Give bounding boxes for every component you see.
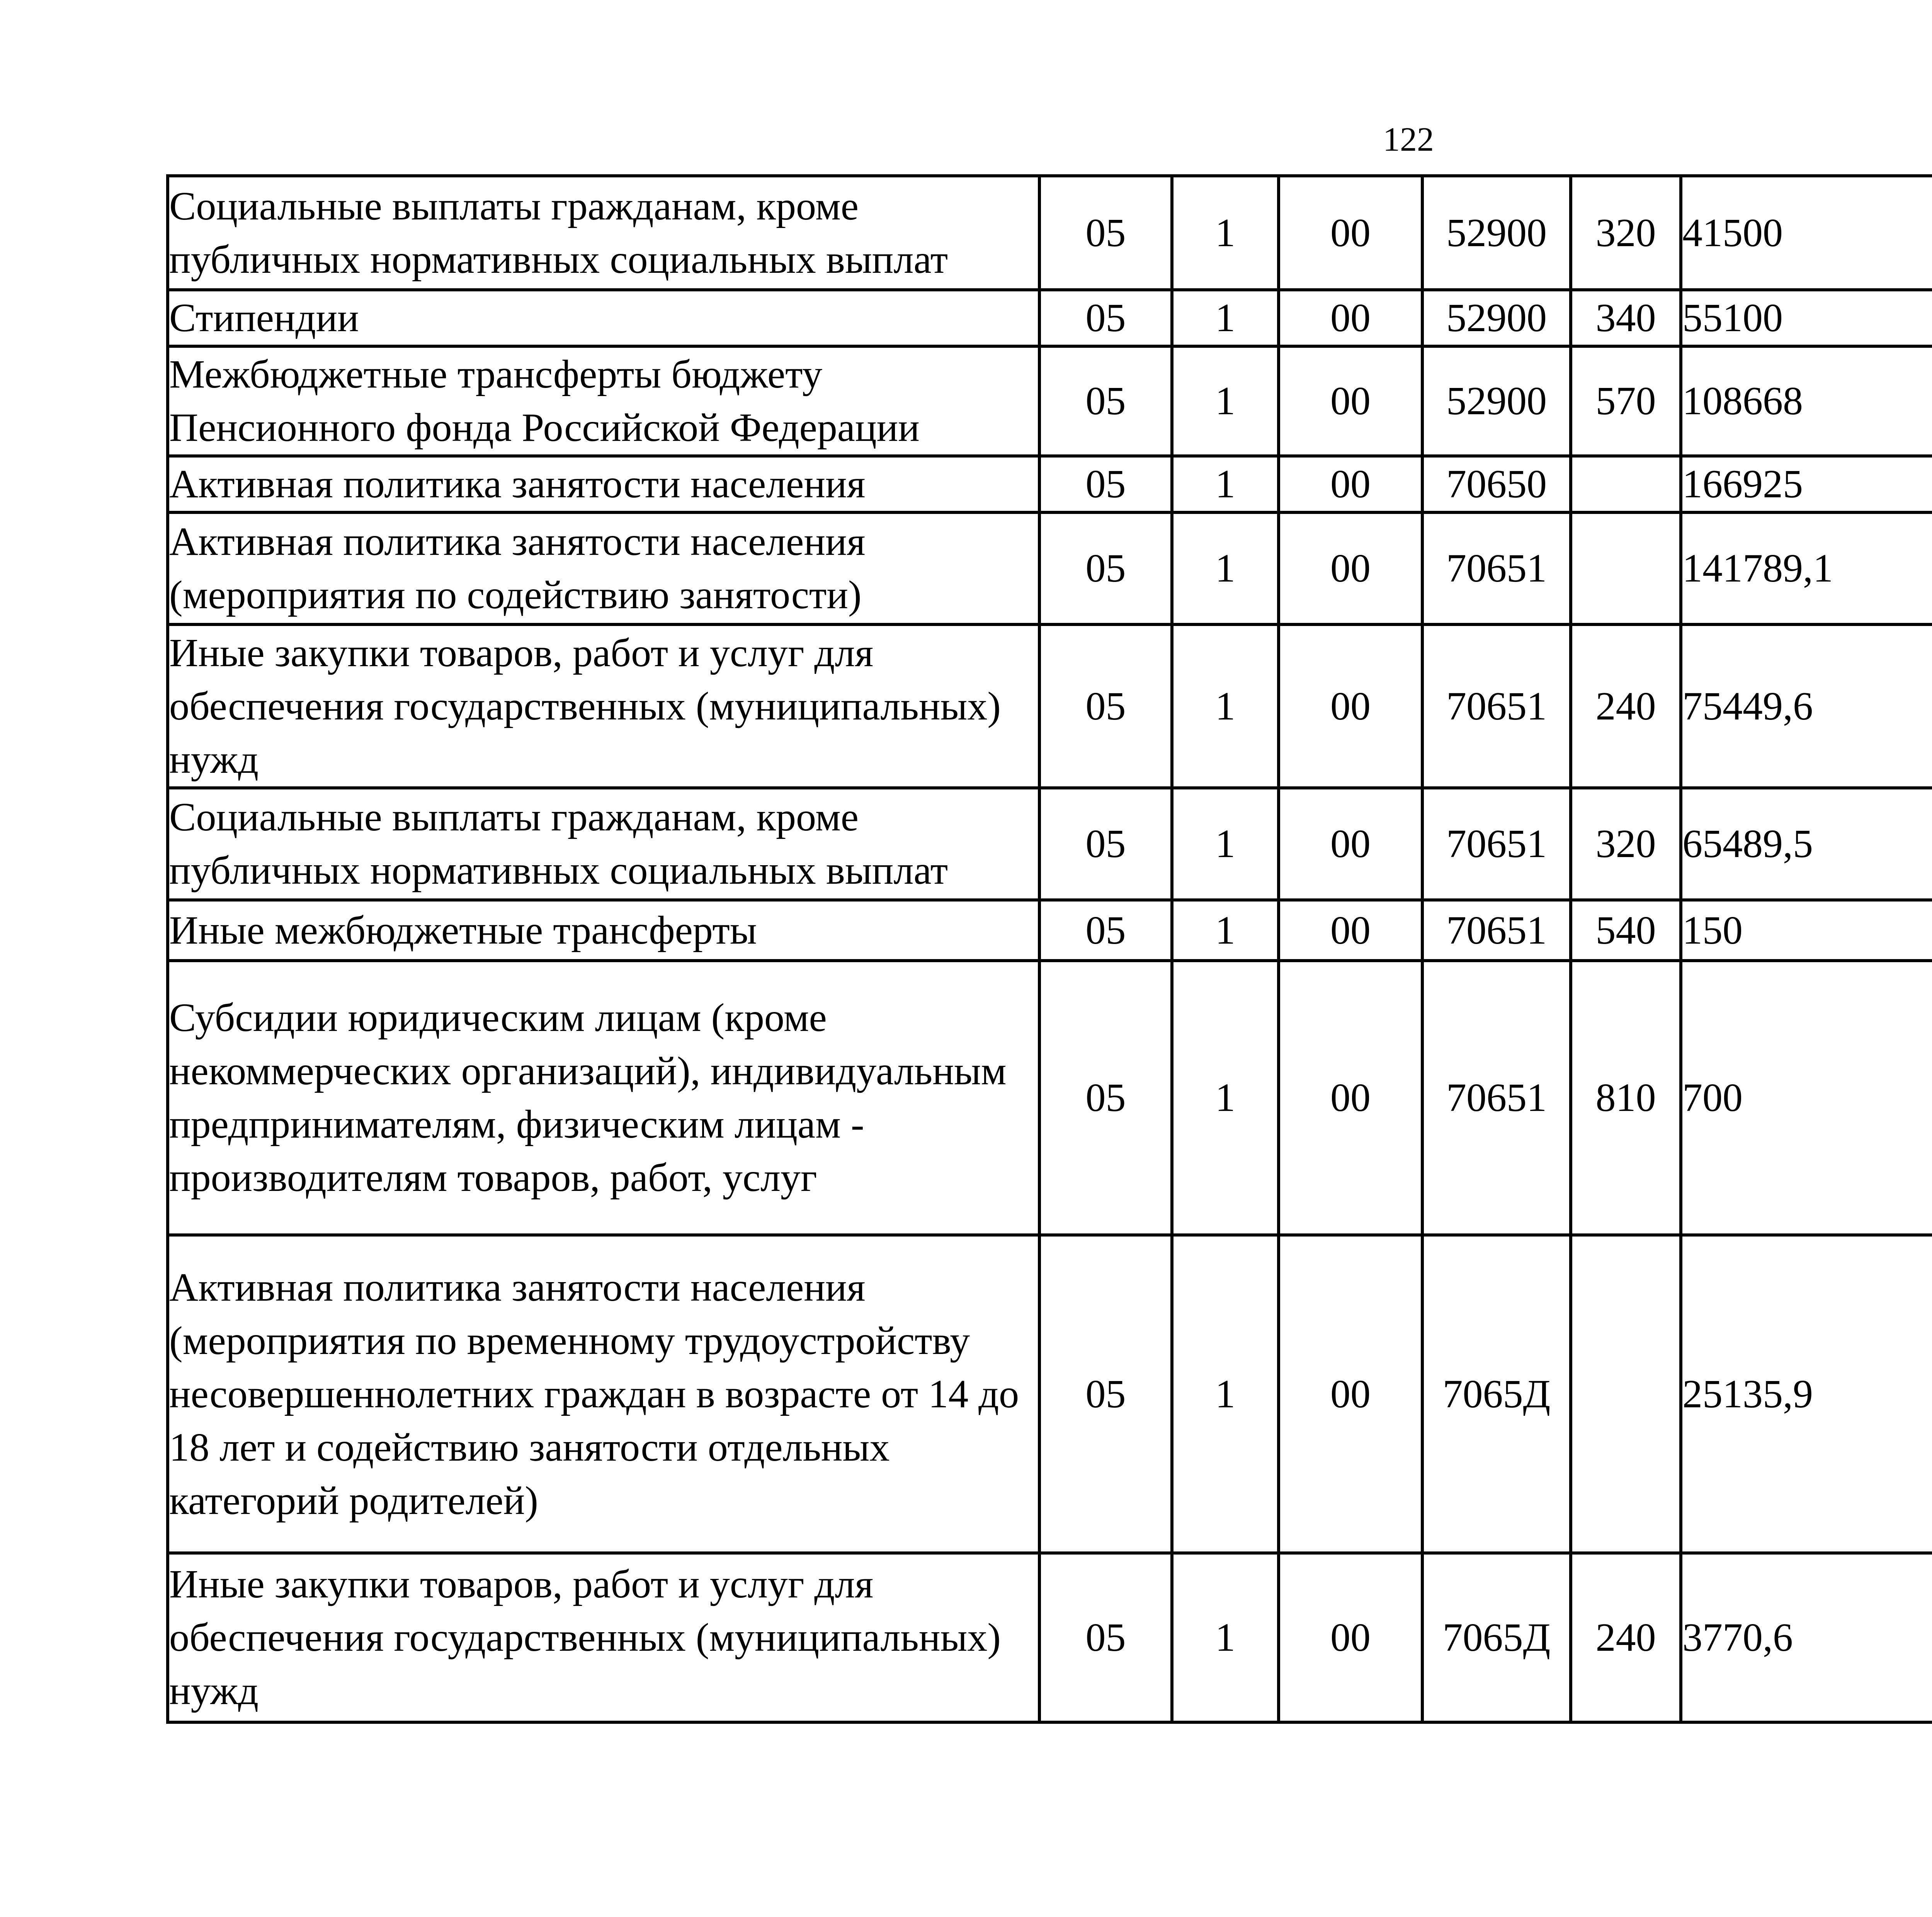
- direction-code: 70651: [1422, 961, 1571, 1235]
- amount-year-1: 41500: [1681, 176, 1932, 290]
- expense-type-code: [1571, 1235, 1681, 1553]
- expense-type-code: 540: [1571, 900, 1681, 961]
- program-code: 1: [1172, 456, 1279, 512]
- direction-code: 52900: [1422, 346, 1571, 456]
- table-row: [168, 290, 1932, 346]
- table-row: [168, 346, 1932, 456]
- expense-type-code: [1571, 456, 1681, 512]
- program-code: 1: [1172, 1553, 1279, 1722]
- direction-code: 70651: [1422, 512, 1571, 624]
- section-code: 05: [1039, 346, 1172, 456]
- subprogram-code: 00: [1279, 346, 1422, 456]
- amount-year-1: 166925: [1681, 456, 1932, 512]
- subprogram-code: 00: [1279, 624, 1422, 788]
- program-code: 1: [1172, 1235, 1279, 1553]
- section-code: 05: [1039, 788, 1172, 900]
- table-row: [168, 624, 1932, 788]
- table-body: [168, 176, 1932, 1722]
- direction-code: 7065Д: [1422, 1553, 1571, 1722]
- expense-type-code: 570: [1571, 346, 1681, 456]
- section-code: 05: [1039, 1553, 1172, 1722]
- program-code: 1: [1172, 290, 1279, 346]
- direction-code: 52900: [1422, 176, 1571, 290]
- amount-year-1: 25135,9: [1681, 1235, 1932, 1553]
- amount-year-1: 55100: [1681, 290, 1932, 346]
- amount-year-1: 150: [1681, 900, 1932, 961]
- row-name: Активная политика занятости населения (мероприятия по временному трудоустройству несовершеннолетних граждан в возрасте от 14 до 18 лет и содействию занятости отдельных категорий родителей): [168, 1235, 1039, 1553]
- program-code: 1: [1172, 176, 1279, 290]
- program-code: 1: [1172, 624, 1279, 788]
- subprogram-code: 00: [1279, 176, 1422, 290]
- expense-type-code: 320: [1571, 176, 1681, 290]
- amount-year-1: 108668: [1681, 346, 1932, 456]
- subprogram-code: 00: [1279, 1553, 1422, 1722]
- section-code: 05: [1039, 290, 1172, 346]
- section-code: 05: [1039, 456, 1172, 512]
- table-row: [168, 961, 1932, 1235]
- subprogram-code: 00: [1279, 1235, 1422, 1553]
- row-name: Активная политика занятости населения (мероприятия по содействию занятости): [168, 512, 1039, 624]
- amount-year-1: 65489,5: [1681, 788, 1932, 900]
- subprogram-code: 00: [1279, 512, 1422, 624]
- row-name: Иные межбюджетные трансферты: [168, 900, 1039, 961]
- table-row: [168, 788, 1932, 900]
- table-row: [168, 900, 1932, 961]
- program-code: 1: [1172, 900, 1279, 961]
- row-name: Социальные выплаты гражданам, кроме публичных нормативных социальных выплат: [168, 176, 1039, 290]
- section-code: 05: [1039, 624, 1172, 788]
- program-code: 1: [1172, 512, 1279, 624]
- row-name: Активная политика занятости населения: [168, 456, 1039, 512]
- section-code: 05: [1039, 961, 1172, 1235]
- amount-year-1: 700: [1681, 961, 1932, 1235]
- amount-year-1: 3770,6: [1681, 1553, 1932, 1722]
- row-name: Субсидии юридическим лицам (кроме некоммерческих организаций), индивидуальным предпринимателям, физическим лицам - производителям товаров, работ, услуг: [168, 961, 1039, 1235]
- direction-code: 70650: [1422, 456, 1571, 512]
- section-code: 05: [1039, 900, 1172, 961]
- table-row: [168, 1235, 1932, 1553]
- expense-type-code: 340: [1571, 290, 1681, 346]
- direction-code: 7065Д: [1422, 1235, 1571, 1553]
- direction-code: 70651: [1422, 788, 1571, 900]
- direction-code: 70651: [1422, 624, 1571, 788]
- section-code: 05: [1039, 1235, 1172, 1553]
- row-name: Иные закупки товаров, работ и услуг для обеспечения государственных (муниципальных) нужд: [168, 1553, 1039, 1722]
- amount-year-1: 141789,1: [1681, 512, 1932, 624]
- expense-type-code: 240: [1571, 1553, 1681, 1722]
- table-row: [168, 176, 1932, 290]
- section-code: 05: [1039, 512, 1172, 624]
- page-number: 122: [1383, 121, 1434, 158]
- subprogram-code: 00: [1279, 456, 1422, 512]
- expense-type-code: 240: [1571, 624, 1681, 788]
- table-row: [168, 456, 1932, 512]
- table-row: [168, 512, 1932, 624]
- section-code: 05: [1039, 176, 1172, 290]
- subprogram-code: 00: [1279, 961, 1422, 1235]
- program-code: 1: [1172, 788, 1279, 900]
- table-row: [168, 1553, 1932, 1722]
- program-code: 1: [1172, 346, 1279, 456]
- row-name: Стипендии: [168, 290, 1039, 346]
- budget-table: [166, 174, 1932, 1724]
- subprogram-code: 00: [1279, 290, 1422, 346]
- expense-type-code: 320: [1571, 788, 1681, 900]
- direction-code: 70651: [1422, 900, 1571, 961]
- subprogram-code: 00: [1279, 900, 1422, 961]
- direction-code: 52900: [1422, 290, 1571, 346]
- row-name: Межбюджетные трансферты бюджету Пенсионного фонда Российской Федерации: [168, 346, 1039, 456]
- amount-year-1: 75449,6: [1681, 624, 1932, 788]
- subprogram-code: 00: [1279, 788, 1422, 900]
- row-name: Социальные выплаты гражданам, кроме публичных нормативных социальных выплат: [168, 788, 1039, 900]
- expense-type-code: 810: [1571, 961, 1681, 1235]
- program-code: 1: [1172, 961, 1279, 1235]
- expense-type-code: [1571, 512, 1681, 624]
- row-name: Иные закупки товаров, работ и услуг для обеспечения государственных (муниципальных) нужд: [168, 624, 1039, 788]
